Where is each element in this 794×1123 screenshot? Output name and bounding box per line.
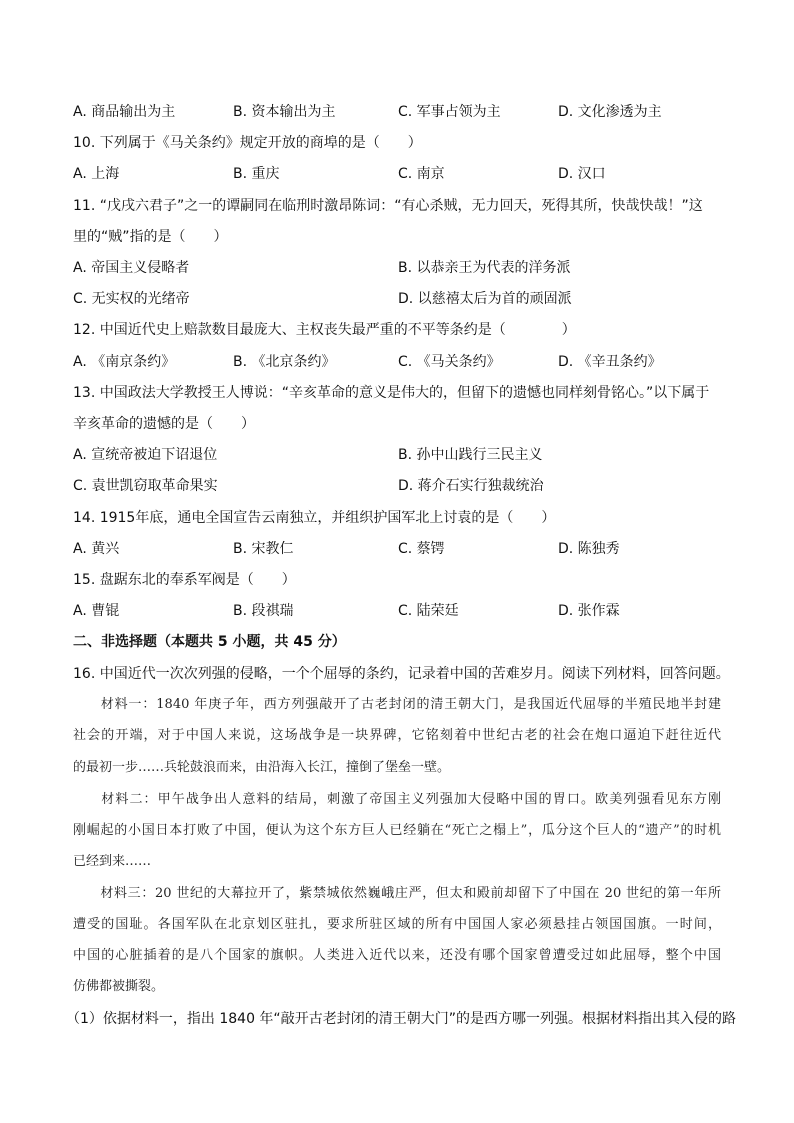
q9-option-d[interactable]: D. 文化渗透为主 [558,104,662,120]
q11-stem-line2: 里的“贼”指的是（ ） [73,229,228,245]
q16-material2-line3: 已经到来…… [73,854,152,869]
q12-option-c[interactable]: C. 《马关条约》 [398,354,501,370]
q14-option-d[interactable]: D. 陈独秀 [558,541,620,557]
q16-material3-line4: 仿佛都被撕裂。 [73,979,165,994]
q13-stem-line1: 13. 中国政法大学教授王人博说：“辛亥革命的意义是伟大的，但留下的遗憾也同样刻骨铭心。”以下属于 [73,385,710,401]
q11-option-d[interactable]: D. 以慈禧太后为首的顽固派 [398,291,572,307]
q12-option-a[interactable]: A. 《南京条约》 [73,354,176,370]
q15-option-c[interactable]: C. 陆荣廷 [398,603,459,619]
q14-option-a[interactable]: A. 黄兴 [73,541,120,557]
q12-option-d[interactable]: D. 《辛丑条约》 [558,354,662,370]
q15-option-b[interactable]: B. 段祺瑞 [233,603,294,619]
q10-option-b[interactable]: B. 重庆 [233,166,280,182]
q9-option-a[interactable]: A. 商品输出为主 [73,104,176,120]
q15-option-d[interactable]: D. 张作霖 [558,603,620,619]
q16-subquestion-1: （1）依据材料一，指出 1840 年“敲开古老封闭的清王朝大门”的是西方哪一列强。根据材料指出其入侵的路 [66,1011,736,1027]
q16-material2-line2: 刚崛起的小国日本打败了中国，便认为这个东方巨人已经躺在“死亡之榻上”，瓜分这个巨人的“遗产”的时机 [73,823,721,838]
q14-option-b[interactable]: B. 宋教仁 [233,541,294,557]
q16-material3-line2: 遭受的国耻。各国军队在北京划区驻扎，要求所驻区域的所有中国国人家必须悬挂占领国国旗。一时间， [73,917,721,932]
q16-material1-line3: 的最初一步……兵轮鼓浪而来，由沿海入长江，撞倒了堡垒一壁。 [73,760,451,775]
q16-stem: 16. 中国近代一次次列强的侵略，一个个屈辱的条约，记录着中国的苦难岁月。阅读下列材料，回答问题。 [73,666,730,682]
q13-option-a[interactable]: A. 宣统帝被迫下诏退位 [73,447,218,463]
section-heading: 二、非选择题（本题共 5 小题，共 45 分） [73,634,346,650]
q13-option-b[interactable]: B. 孙中山践行三民主义 [398,447,543,463]
q13-stem-line2: 辛亥革命的遗憾的是（ ） [73,416,255,432]
q15-option-a[interactable]: A. 曹锟 [73,603,120,619]
q13-option-c[interactable]: C. 袁世凯窃取革命果实 [73,478,218,494]
q10-stem: 10. 下列属于《马关条约》规定开放的商埠的是（ ） [73,135,422,151]
q11-option-a[interactable]: A. 帝国主义侵略者 [73,260,190,276]
q12-option-b[interactable]: B. 《北京条约》 [233,354,336,370]
q15-stem: 15. 盘踞东北的奉系军阀是（ ） [73,572,296,588]
q16-material3-line1: 材料三：20 世纪的大幕拉开了，紫禁城依然巍峨庄严，但太和殿前却留下了中国在 20 世纪的第一年所 [73,886,721,901]
q11-option-b[interactable]: B. 以恭亲王为代表的洋务派 [398,260,571,276]
q10-option-c[interactable]: C. 南京 [398,166,445,182]
q12-stem: 12. 中国近代史上赔款数目最庞大、主权丧失最严重的不平等条约是（ ） [73,322,576,338]
q11-stem-line1: 11. “戊戌六君子”之一的谭嗣同在临刑时激昂陈词：“有心杀贼，无力回天，死得其所，快哉快哉！”这 [73,198,703,214]
q10-option-d[interactable]: D. 汉口 [558,166,606,182]
q16-material1-line1: 材料一：1840 年庚子年，西方列强敲开了古老封闭的清王朝大门，是我国近代屈辱的半殖民地半封建 [73,697,721,712]
q9-option-b[interactable]: B. 资本输出为主 [233,104,336,120]
q16-material3-line3: 中国的心脏插着的是八个国家的旗帜。人类进入近代以来，还没有哪个国家曾遭受过如此屈辱，整个中国 [73,948,721,963]
q16-material2-line1: 材料二：甲午战争出人意料的结局，刺激了帝国主义列强加大侵略中国的胃口。欧美列强看见东方刚 [73,792,721,807]
q16-material1-line2: 社会的开端，对于中国人来说，这场战争是一块界碑，它铭刻着中世纪古老的社会在炮口逼迫下赶往近代 [73,728,721,743]
q11-option-c[interactable]: C. 无实权的光绪帝 [73,291,190,307]
q9-option-c[interactable]: C. 军事占领为主 [398,104,501,120]
q14-stem: 14. 1915年底，通电全国宣告云南独立，并组织护国军北上讨袁的是（ ） [73,510,556,526]
q10-option-a[interactable]: A. 上海 [73,166,120,182]
q14-option-c[interactable]: C. 蔡锷 [398,541,445,557]
q13-option-d[interactable]: D. 蒋介石实行独裁统治 [398,478,544,494]
